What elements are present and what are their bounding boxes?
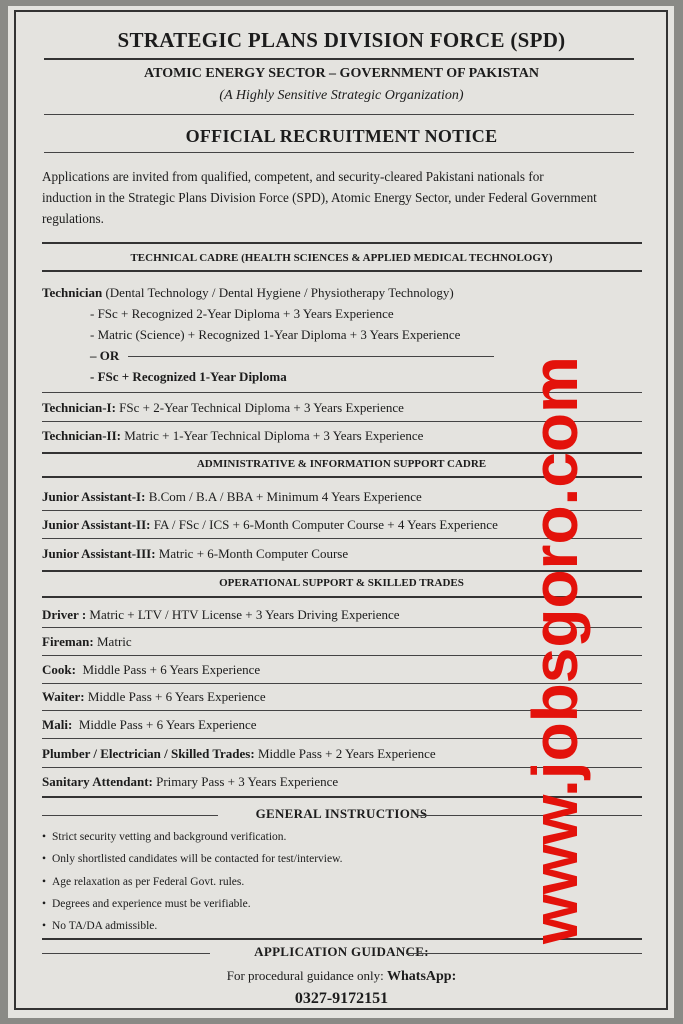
job-fireman — [42, 634, 132, 650]
job-junior-assistant-2 — [42, 517, 498, 533]
instruction-item: • Degrees and experience must be verifiable. — [42, 898, 251, 910]
instruction-item: • No TA/DA admissible. — [42, 920, 158, 932]
job-desc: Middle Pass + 2 Years Experience — [257, 746, 436, 761]
job-technician-2 — [42, 428, 423, 444]
qualification-option: - Matric (Science) + Recognized 1-Year Diploma + 3 Years Experience — [90, 327, 461, 342]
notice-heading: OFFICIAL RECRUITMENT NOTICE — [185, 126, 498, 146]
job-title: Technician-I: — [42, 400, 116, 415]
instruction-item: • Strict security vetting and background verification. — [42, 831, 287, 843]
job-technician-1 — [42, 400, 404, 416]
job-desc: Matric + 6-Month Computer Course — [158, 546, 349, 561]
job-mali — [42, 717, 257, 733]
job-desc: Matric + LTV / HTV License + 3 Years Driving Experience — [89, 607, 400, 622]
job-title: Junior Assistant-II: — [42, 517, 151, 532]
intro-line: Applications are invited from qualified, competent, and security-cleared Pakistani nationals for — [42, 169, 544, 184]
page-tagline: (A Highly Sensitive Strategic Organization) — [219, 88, 464, 103]
job-junior-assistant-1 — [42, 489, 422, 505]
section-heading-technical: TECHNICAL CADRE (HEALTH SCIENCES & APPLIED MEDICAL TECHNOLOGY) — [130, 252, 553, 264]
section-heading-guidance: APPLICATION GUIDANCE: — [254, 944, 429, 959]
job-title: Technician-II: — [42, 428, 121, 443]
job-desc: Middle Pass + 6 Years Experience — [78, 717, 257, 732]
section-heading-instructions: GENERAL INSTRUCTIONS — [255, 806, 428, 821]
job-title: Junior Assistant-III: — [42, 546, 156, 561]
guidance-text: For procedural guidance only: WhatsApp: — [226, 968, 457, 984]
whatsapp-label: WhatsApp: — [387, 969, 457, 984]
instruction-item: • Age relaxation as per Federal Govt. rules. — [42, 876, 245, 888]
divider — [44, 114, 634, 115]
divider — [406, 953, 642, 954]
job-driver — [42, 607, 400, 623]
or-separator: – OR — [90, 348, 120, 363]
job-title: Sanitary Attendant: — [42, 774, 153, 789]
section-heading-operational: OPERATIONAL SUPPORT & SKILLED TRADES — [219, 577, 464, 589]
job-desc: Middle Pass + 6 Years Experience — [82, 662, 261, 677]
job-title: Waiter: — [42, 689, 85, 704]
job-waiter — [42, 689, 266, 705]
job-desc: FSc + 2-Year Technical Diploma + 3 Years Experience — [119, 400, 404, 415]
job-desc: Primary Pass + 3 Years Experience — [156, 774, 339, 789]
job-plumber — [42, 746, 436, 762]
divider — [42, 242, 642, 244]
job-title: Plumber / Electrician / Skilled Trades: — [42, 746, 255, 761]
job-title: Driver : — [42, 607, 87, 622]
watermark-text: www.jobsgoro.com — [519, 356, 591, 944]
job-technician — [42, 285, 454, 301]
qualification-option: - FSc + Recognized 2-Year Diploma + 3 Years Experience — [90, 306, 394, 321]
job-desc: FA / FSc / ICS + 6-Month Computer Course + 4 Years Experience — [153, 517, 498, 532]
job-title: Cook: — [42, 662, 76, 677]
job-desc: Matric — [97, 634, 132, 649]
job-cook — [42, 662, 260, 678]
qualification-option: - FSc + Recognized 1-Year Diploma — [90, 369, 287, 384]
intro-line: regulations. — [42, 211, 104, 226]
contact-phone: 0327-9172151 — [294, 990, 389, 1007]
job-title: Mali: — [42, 717, 73, 732]
job-desc: B.Com / B.A / BBA + Minimum 4 Years Experience — [148, 489, 422, 504]
job-title: Fireman: — [42, 634, 94, 649]
divider — [128, 356, 494, 357]
divider — [44, 152, 634, 153]
job-desc: Matric + 1-Year Technical Diploma + 3 Years Experience — [124, 428, 424, 443]
job-sanitary-attendant — [42, 774, 338, 790]
intro-line: induction in the Strategic Plans Division Force (SPD), Atomic Energy Sector, under Federal Government — [42, 190, 597, 205]
divider — [42, 270, 642, 272]
page-title: STRATEGIC PLANS DIVISION FORCE (SPD) — [117, 28, 566, 52]
job-desc: (Dental Technology / Dental Hygiene / Physiotherapy Technology) — [105, 285, 454, 300]
section-heading-admin: ADMINISTRATIVE & INFORMATION SUPPORT CADRE — [196, 458, 487, 470]
instruction-item: • Only shortlisted candidates will be contacted for test/interview. — [42, 853, 343, 865]
job-title: Junior Assistant-I: — [42, 489, 146, 504]
job-title: Technician — [42, 285, 103, 300]
job-desc: Middle Pass + 6 Years Experience — [87, 689, 266, 704]
divider — [44, 58, 634, 60]
page-subtitle: ATOMIC ENERGY SECTOR – GOVERNMENT OF PAKISTAN — [144, 66, 539, 81]
job-junior-assistant-3 — [42, 546, 348, 562]
intro-paragraph — [42, 166, 642, 229]
